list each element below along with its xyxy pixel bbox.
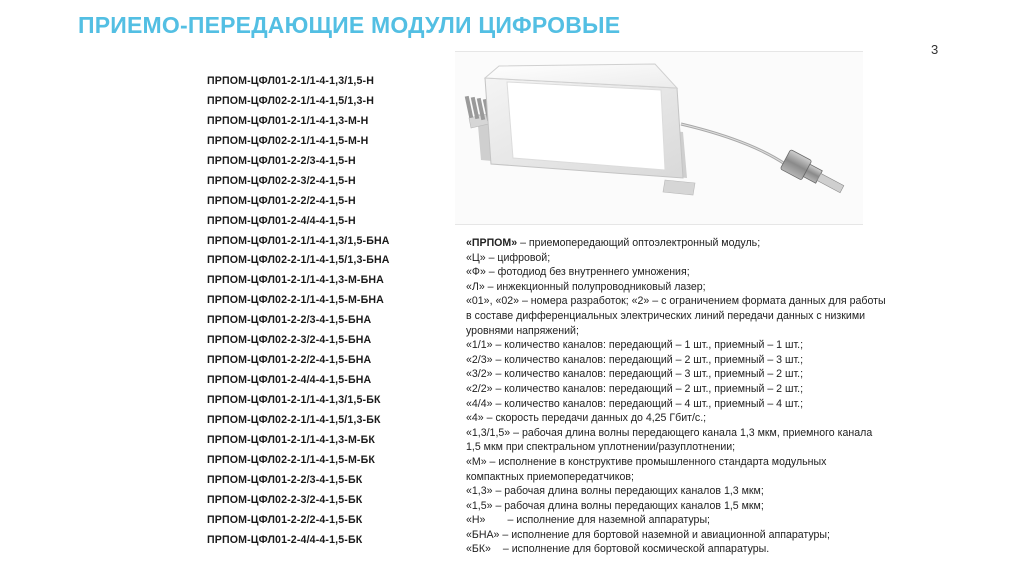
- model-item: ПРПОМ-ЦФЛ01-2-1/1-4-1,3/1,5-БК: [207, 394, 381, 406]
- page-number: 3: [931, 42, 939, 57]
- legend-line: «01», «02» – номера разработок; «2» – с ограничением формата данных для работы в составе дифференциальных электрических линий передачи данных с низкими уровнями напряжений;: [466, 295, 886, 337]
- legend-line: «Ц» – цифровой;: [466, 251, 551, 264]
- legend-line: «4» – скорость передачи данных до 4,25 Гбит/с.;: [466, 412, 707, 425]
- model-item: ПРПОМ-ЦФЛ01-2-4/4-4-1,5-БНА: [207, 374, 372, 387]
- legend-line: «Ф» – фотодиод без внутреннего умножения;: [466, 266, 690, 279]
- legend-term-prpom: «ПРПОМ»: [466, 237, 518, 249]
- model-item: ПРПОМ-ЦФЛ02-2-1/1-4-1,5/1,3-Н: [207, 94, 375, 107]
- legend-line: «1,5» – рабочая длина волны передающих каналов 1,5 мкм;: [466, 499, 764, 512]
- model-item: ПРПОМ-ЦФЛ01-2-2/3-4-1,5-Н: [207, 154, 356, 167]
- model-item: ПРПОМ-ЦФЛ02-2-1/1-4-1,5-М-БК: [207, 453, 375, 466]
- model-item: ПРПОМ-ЦФЛ01-2-1/1-4-1,3-М-Н: [207, 114, 369, 127]
- model-item: ПРПОМ-ЦФЛ01-2-4/4-4-1,5-БК: [207, 533, 363, 546]
- model-item: ПРПОМ-ЦФЛ02-2-1/1-4-1,5/1,3-БК: [207, 413, 381, 426]
- legend-line: «1,3» – рабочая длина волны передающих каналов 1,3 мкм;: [466, 485, 764, 498]
- legend-term-n: «Н»: [466, 514, 486, 527]
- page-title: ПРИЕМО-ПЕРЕДАЮЩИЕ МОДУЛИ ЦИФРОВЫЕ: [78, 12, 621, 38]
- legend-line: [466, 542, 886, 557]
- legend-line: «1/1» – количество каналов: передающий – 1 шт., приемный – 1 шт.;: [466, 339, 804, 352]
- model-item: ПРПОМ-ЦФЛ02-2-1/1-4-1,5-М-БНА: [207, 294, 384, 307]
- legend-text: – исполнение для бортовой космической аппаратуры.: [502, 543, 770, 556]
- model-item: ПРПОМ-ЦФЛ02-2-1/1-4-1,5-М-Н: [207, 134, 369, 147]
- model-item: ПРПОМ-ЦФЛ01-2-1/1-4-1,3-М-БК: [207, 433, 375, 446]
- legend-line: [466, 236, 886, 251]
- model-item: ПРПОМ-ЦФЛ02-2-3/2-4-1,5-Н: [207, 174, 356, 187]
- legend-line: «М» – исполнение в конструктиве промышленного стандарта модульных компактных приемопередатчиков;: [466, 455, 827, 483]
- module-photo: [455, 51, 863, 225]
- model-item: ПРПОМ-ЦФЛ01-2-4/4-4-1,5-Н: [207, 214, 356, 227]
- model-item: ПРПОМ-ЦФЛ01-2-2/3-4-1,5-БК: [207, 473, 363, 486]
- model-item: ПРПОМ-ЦФЛ02-2-3/2-4-1,5-БК: [207, 493, 363, 506]
- legend-text: – приемопередающий оптоэлектронный модуль;: [517, 237, 761, 249]
- legend-line: [466, 513, 886, 528]
- legend-line: «4/4» – количество каналов: передающий – 4 шт., приемный – 4 шт.;: [466, 397, 804, 410]
- legend-text: – исполнение для наземной аппаратуры;: [507, 514, 710, 527]
- model-item: ПРПОМ-ЦФЛ01-2-2/2-4-1,5-Н: [207, 194, 356, 207]
- transceiver-module-image: [455, 52, 863, 224]
- model-item: ПРПОМ-ЦФЛ02-2-3/2-4-1,5-БНА: [207, 334, 372, 347]
- model-list: [207, 72, 390, 551]
- model-item: ПРПОМ-ЦФЛ01-2-1/1-4-1,3-М-БНА: [207, 274, 384, 287]
- model-item: ПРПОМ-ЦФЛ02-2-1/1-4-1,5/1,3-БНА: [207, 254, 390, 267]
- model-item: ПРПОМ-ЦФЛ01-2-1/1-4-1,3/1,5-БНА: [207, 234, 390, 247]
- legend: [466, 236, 886, 557]
- legend-line: «1,3/1,5» – рабочая длина волны передающего канала 1,3 мкм, приемного канала 1,5 мкм при спектральном уплотнении/разуплотнении;: [466, 426, 873, 454]
- legend-line: «3/2» – количество каналов: передающий – 3 шт., приемный – 2 шт.;: [466, 368, 804, 381]
- model-item: ПРПОМ-ЦФЛ01-2-2/3-4-1,5-БНА: [207, 314, 372, 327]
- model-item: ПРПОМ-ЦФЛ01-2-2/2-4-1,5-БК: [207, 513, 363, 526]
- model-item: ПРПОМ-ЦФЛ01-2-1/1-4-1,3/1,5-Н: [207, 75, 375, 87]
- legend-line: «2/3» – количество каналов: передающий – 2 шт., приемный – 3 шт.;: [466, 353, 804, 366]
- legend-line: «Л» – инжекционный полупроводниковый лазер;: [466, 280, 706, 293]
- legend-term-bk: «БК»: [466, 543, 491, 556]
- model-item: ПРПОМ-ЦФЛ01-2-2/2-4-1,5-БНА: [207, 354, 372, 367]
- legend-line: «2/2» – количество каналов: передающий – 2 шт., приемный – 2 шт.;: [466, 382, 804, 395]
- legend-line: «БНА» – исполнение для бортовой наземной и авиационной аппаратуры;: [466, 528, 830, 541]
